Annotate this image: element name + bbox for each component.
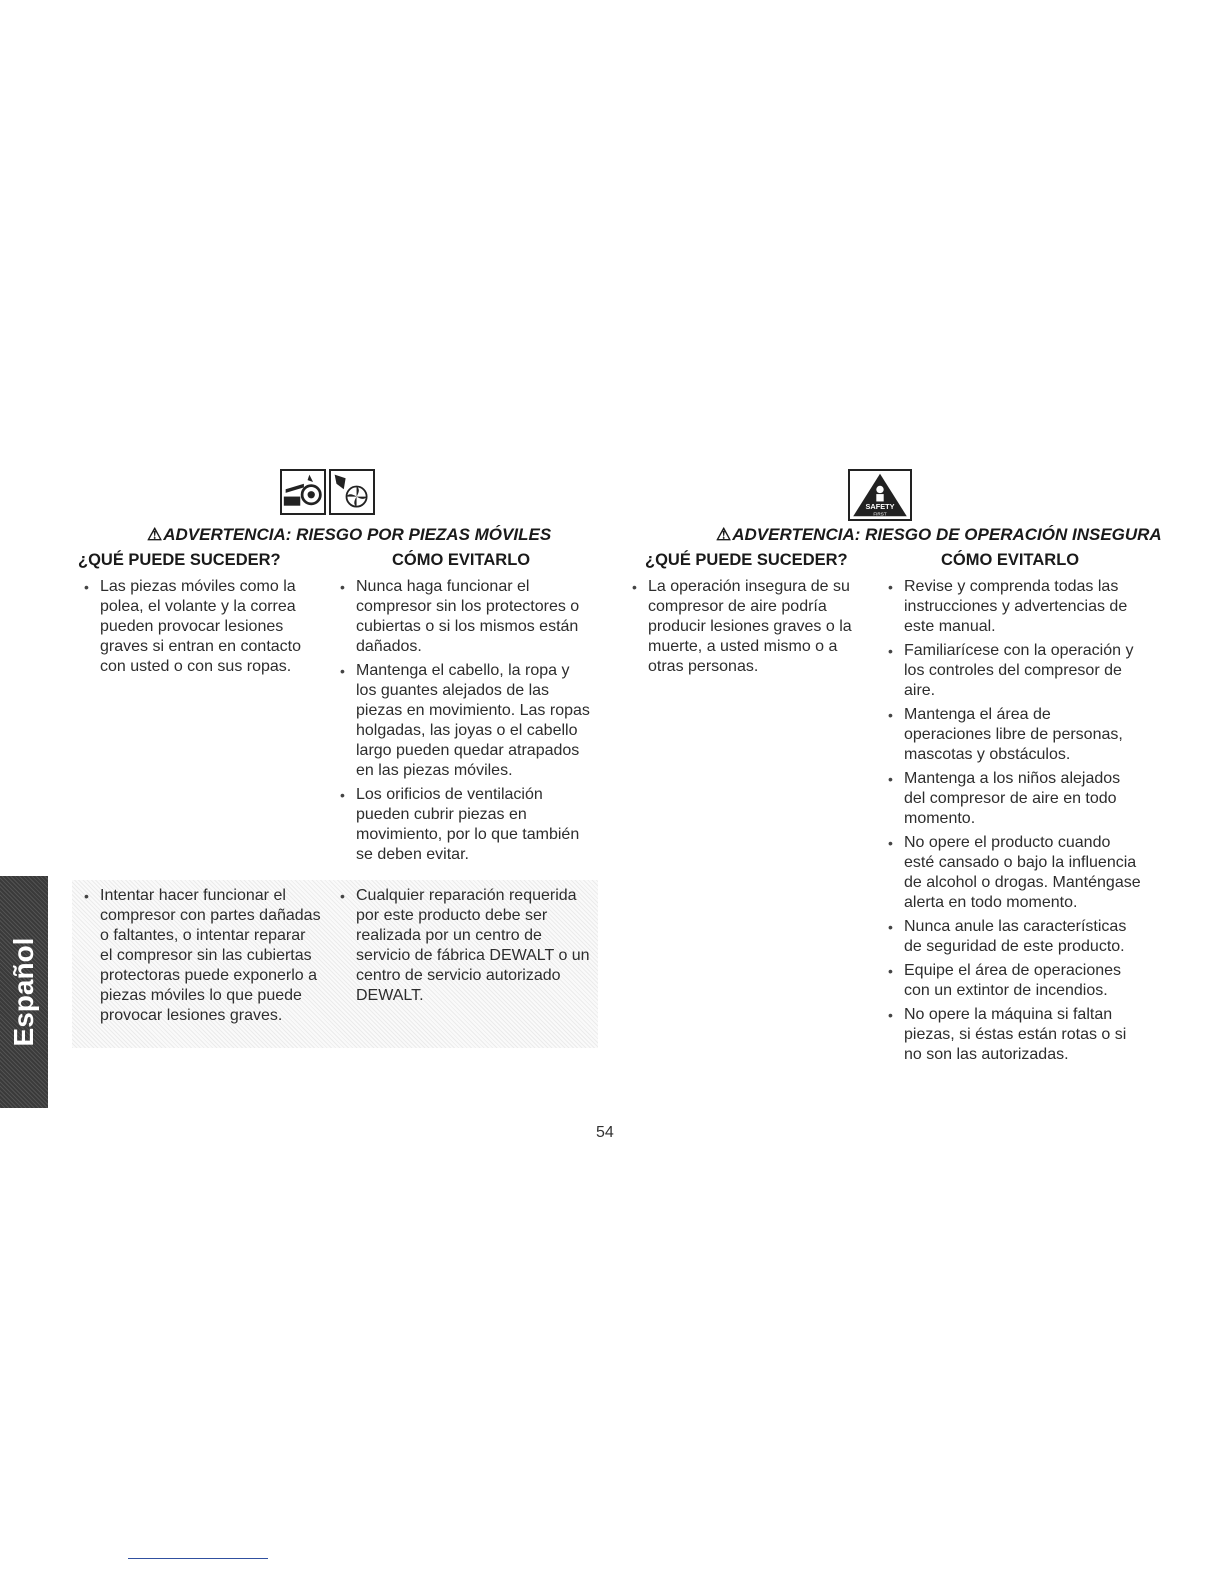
safety-sub-label: FIRST <box>873 511 887 517</box>
footer-divider <box>128 1558 268 1559</box>
avoid-list <box>886 577 1142 1069</box>
list-item: • Equipe el área de operaciones con un extintor de incendios. <box>886 961 1142 1001</box>
what-can-happen-header: ¿QUÉ PUEDE SUCEDER? <box>645 551 848 569</box>
pulley-hazard-icon <box>280 469 326 515</box>
list-item: • Revise y comprenda todas las instrucciones y advertencias de este manual. <box>886 577 1142 637</box>
how-to-avoid-header: CÓMO EVITARLO <box>392 551 531 569</box>
safety-first-icons <box>848 469 912 521</box>
what-can-happen-header: ¿QUÉ PUEDE SUCEDER? <box>78 551 281 569</box>
list-item: • Las piezas móviles como la polea, el volante y la correa pueden provocar lesiones graves si entran en contacto con usted o con sus ropas. <box>82 577 312 677</box>
list-item: • Nunca haga funcionar el compresor sin los protectores o cubiertas o si los mismos están dañados. <box>338 577 594 657</box>
language-label: Español <box>8 937 39 1047</box>
list-item: • Mantenga a los niños alejados del compresor de aire en todo momento. <box>886 769 1142 829</box>
moving-parts-icons <box>280 469 375 515</box>
list-item: • Mantenga el área de operaciones libre de personas, mascotas y obstáculos. <box>886 705 1142 765</box>
warning-triangle-icon: ⚠ <box>716 525 732 544</box>
safety-label: SAFETY <box>865 501 895 511</box>
list-item: • Nunca anule las características de seguridad de este producto. <box>886 917 1142 957</box>
what-list <box>630 577 860 681</box>
page-number: 54 <box>596 1124 614 1141</box>
language-side-tab <box>0 876 48 1108</box>
list-item: • No opere la máquina si faltan piezas, si éstas están rotas o si no son las autorizadas. <box>886 1005 1142 1065</box>
list-item: • Intentar hacer funcionar el compresor con partes dañadas o faltantes, o intentar reparar el compresor sin las cubiertas protectoras puede exponerlo a piezas móviles lo que puede provocar lesiones graves. <box>82 886 322 1026</box>
list-item: • Cualquier reparación requerida por este producto debe ser realizada por un centro de servicio de fábrica DEWALT o un centro de servicio autorizado DEWALT. <box>338 886 594 1006</box>
safety-first-icon <box>848 469 912 521</box>
unsafe-operation-warning-heading: ⚠ADVERTENCIA: RIESGO DE OPERACIÓN INSEGURA <box>716 525 1162 544</box>
moving-parts-warning-heading: ⚠ADVERTENCIA: RIESGO POR PIEZAS MÓVILES <box>147 525 552 544</box>
fan-hazard-icon <box>329 469 375 515</box>
list-item: • Mantenga el cabello, la ropa y los guantes alejados de las piezas en movimiento. Las ropas holgadas, las joyas o el cabello largo pueden quedar atrapados en las piezas móviles. <box>338 661 594 781</box>
shaded-what-list <box>82 886 322 1030</box>
shaded-avoid-list <box>338 886 594 1010</box>
list-item: • La operación insegura de su compresor de aire podría producir lesiones graves o la muerte, a usted mismo o a otras personas. <box>630 577 860 677</box>
what-list <box>82 577 312 681</box>
avoid-list <box>338 577 594 869</box>
list-item: • Los orificios de ventilación pueden cubrir piezas en movimiento, por lo que también se deben evitar. <box>338 785 594 865</box>
list-item: • Familiarícese con la operación y los controles del compresor de aire. <box>886 641 1142 701</box>
list-item: • No opere el producto cuando esté cansado o bajo la influencia de alcohol o drogas. Manténgase alerta en todo momento. <box>886 833 1142 913</box>
warning-triangle-icon: ⚠ <box>147 525 163 544</box>
how-to-avoid-header: CÓMO EVITARLO <box>941 551 1080 569</box>
